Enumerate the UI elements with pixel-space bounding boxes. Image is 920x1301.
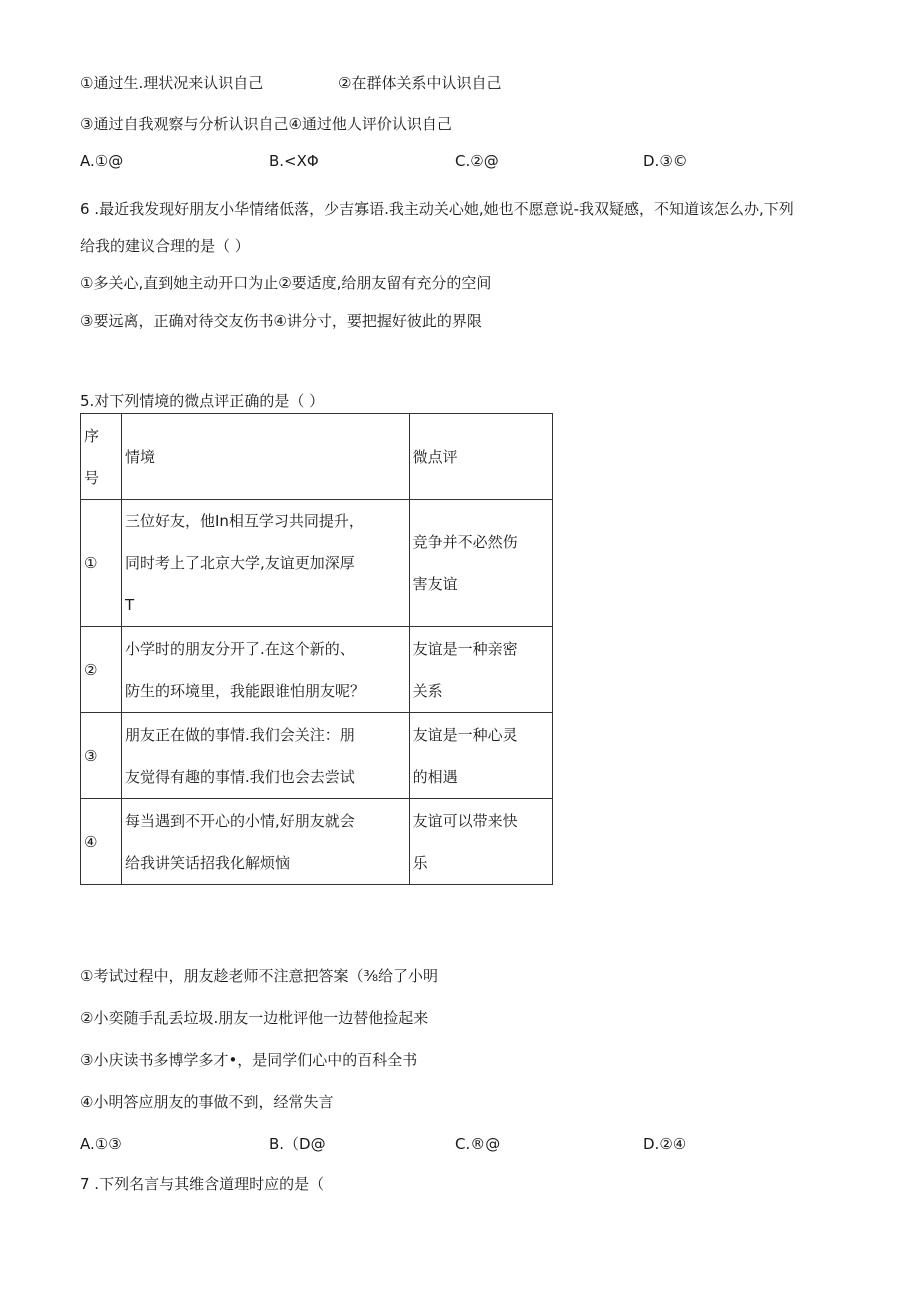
row-number: ④ (81, 799, 122, 885)
q7-stem: 7 .下列名言与其维含道理时应的是（ (80, 1175, 325, 1193)
scenario-4: ④小明答应朋友的事做不到，经常失言 (80, 1093, 334, 1111)
q6-stem: 6 .最近我发现好朋友小华情绪低落，少吉寡语.我主动关心她,她也不愿意说-我双疑感，不知道该怎么办,下列 (80, 200, 794, 218)
q6-stem-cont: 给我的建议合理的是（ ） (80, 237, 250, 255)
scenario-2: ②小奕随手乱丢垃圾.朋友一边枇评他一边替他捡起来 (80, 1009, 429, 1027)
row-scene: 每当遇到不开心的小情,好朋友就会 给我讲笑话招我化解烦恼 (121, 799, 409, 885)
header-scene: 情境 (121, 414, 409, 500)
row-number: ③ (81, 713, 122, 799)
row-comment: 友谊可以带来快 乐 (409, 799, 552, 885)
table-row (81, 713, 553, 799)
row-comment: 友谊是一种亲密 关系 (409, 627, 552, 713)
row-scene: 朋友正在做的事情.我们会关注：朋 友觉得有趣的事情.我们也会去尝试 (121, 713, 409, 799)
table-row (81, 627, 553, 713)
header-number: 序 号 (81, 414, 122, 500)
statement-2: ②在群体关系中认识自己 (338, 74, 502, 92)
option-c: C.®@ (455, 1135, 501, 1153)
row-comment: 友谊是一种心灵 的相遇 (409, 713, 552, 799)
option-b: B.<XΦ (269, 152, 319, 170)
option-a: A.①③ (80, 1135, 122, 1153)
row-comment: 竞争并不必然伤 害友谊 (409, 500, 552, 627)
option-b: B.（D@ (269, 1135, 326, 1153)
q5-title: 5.对下列情境的微点评正确的是（ ） (80, 392, 325, 410)
table-row (81, 500, 553, 627)
q6-statements-1-2: ①多关心,直到她主动开口为止②要适度,给朋友留有充分的空间 (80, 274, 492, 292)
scenario-1: ①考试过程中，朋友趁老师不注意把答案（⅜给了小明 (80, 967, 438, 985)
row-number: ② (81, 627, 122, 713)
option-d: D.②④ (643, 1135, 687, 1153)
header-comment: 微点评 (409, 414, 552, 500)
statement-3-4: ③通过自我观察与分析认识自己④通过他人评价认识自己 (80, 115, 452, 133)
scenario-3: ③小庆读书多博学多才•，是同学们心中的百科全书 (80, 1051, 418, 1069)
row-scene: 小学时的朋友分开了.在这个新的、 防生的环境里，我能跟谁怕朋友呢？ (121, 627, 409, 713)
table-row (81, 799, 553, 885)
option-d: D.③© (643, 152, 688, 170)
option-c: C.②@ (455, 152, 499, 170)
statement-1: ①通过生.理状况来认识自己 (80, 74, 264, 92)
q6-statements-3-4: ③要远离，正确对待交友伤书④讲分寸，要把握好彼此的界限 (80, 312, 482, 330)
row-scene: 三位好友，他In相互学习共同提升， 同时考上了北京大学,友谊更加深厚 T (121, 500, 409, 627)
scenario-table (80, 413, 553, 885)
row-number: ① (81, 500, 122, 627)
table-header-row (81, 414, 553, 500)
option-a: A.①@ (80, 152, 124, 170)
